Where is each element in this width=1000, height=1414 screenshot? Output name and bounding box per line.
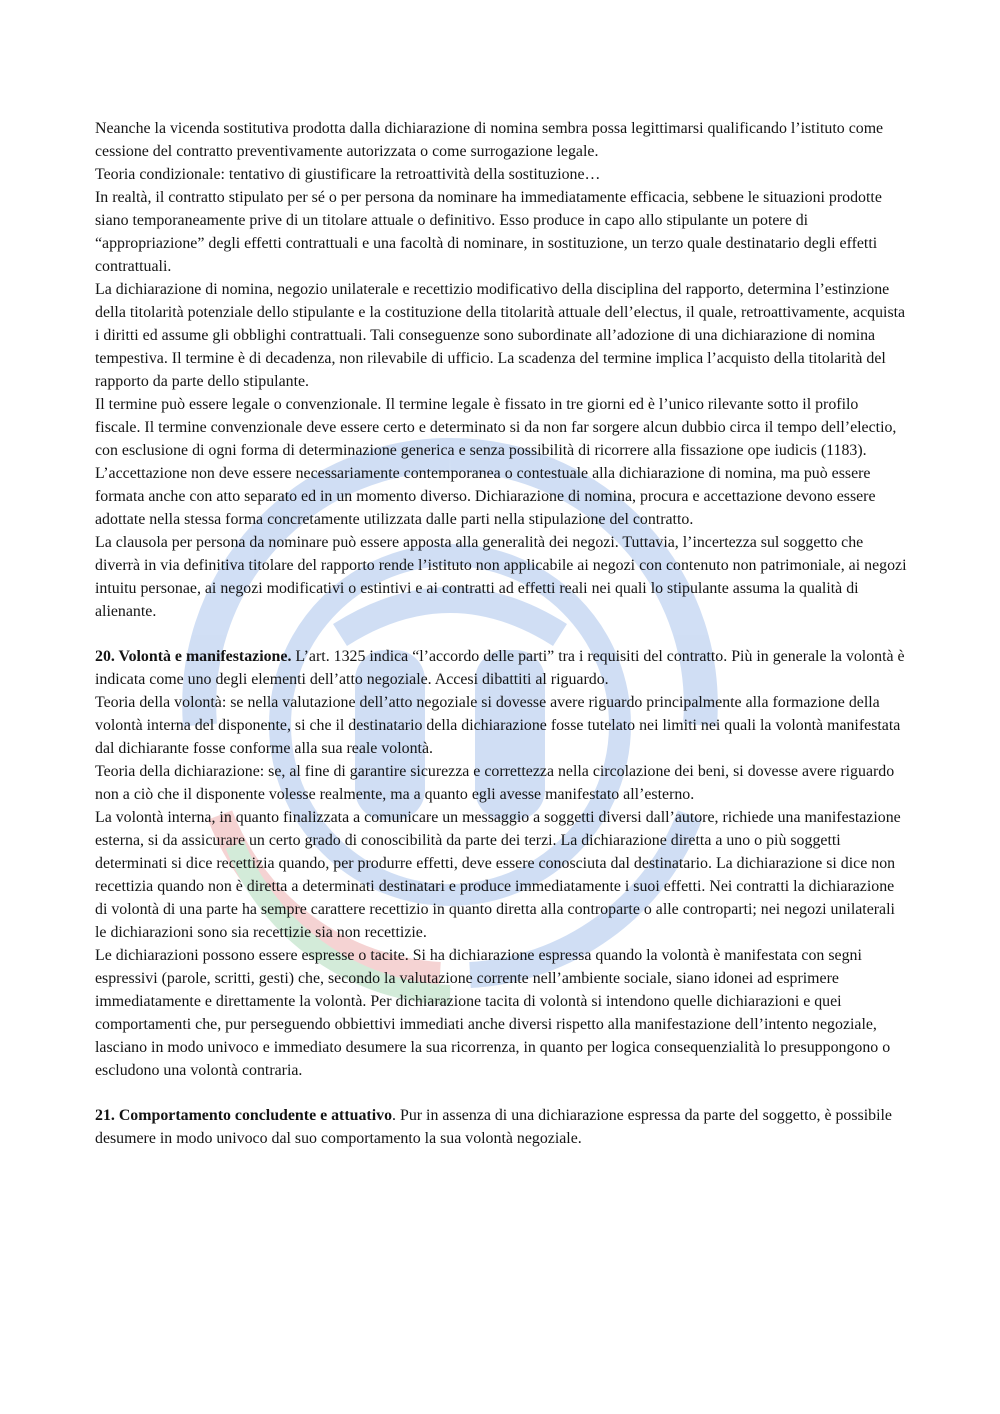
paragraph: Le dichiarazioni possono essere espresse o tacite. Si ha dichiarazione espressa quando la volontà è manifestata con segni espressivi (parole, scritti, gesti) che, secondo la valutazione corrente nell’ambiente sociale, siano idonei ad esprimere immediatamente e direttamente la volontà. Per dichiarazione tacita di volontà si intendono quelle dichiarazioni e quei comportamenti che, pur perseguendo obbiettivi immediati anche diversi rispetto alla manifestazione dell’intento negoziale, lasciano in modo univoco e immediato desumere la sua ricorrenza, in quanto per logica consequenzialità lo presuppongono o escludono una volontà contraria. — [95, 947, 891, 1079]
section-20-intro — [95, 645, 907, 691]
paragraph: La clausola per persona da nominare può essere apposta alla generalità dei negozi. Tuttavia, l’incertezza sul soggetto che diverrà in via definitiva titolare del rapporto rende l’istituto non applicabile ai negozi con contenuto non patrimoniale, ai negozi intuitu personae, ai negozi modificativi o estintivi e ai contratti ad effetti reali nei quali lo stipulante assuma la qualità di alienante. — [95, 534, 907, 620]
paragraph: In realtà, il contratto stipulato per sé o per persona da nominare ha immediatamente efficacia, sebbene le situazioni prodotte siano temporaneamente prive di un titolare attuale o definitivo. Esso produce in capo allo stipulante un potere di “appropriazione” degli effetti contrattuali e una facoltà di nominare, in sostituzione, un terzo quale destinatario degli effetti contrattuali. — [95, 189, 882, 275]
section-21-intro-text: . Pur in assenza di una dichiarazione espressa da parte del soggetto, è possibile desumere in modo univoco dal suo comportamento la sua volontà negoziale. — [95, 1107, 892, 1147]
section-21-intro — [95, 1104, 907, 1150]
section-21-heading: 21. Comportamento concludente e attuativo — [95, 1107, 393, 1124]
paragraph: La volontà interna, in quanto finalizzata a comunicare un messaggio a soggetti diversi dall’autore, richiede una manifestazione esterna, si da assicurare un certo grado di conoscibilità da parte dei terzi. La dichiarazione diretta a uno o più soggetti determinati si dice recettizia quando, per produrre effetti, deve essere conosciuta dal destinatario. La dichiarazione si dice non recettizia quando non è diretta a determinati destinatari e produce immediatamente i suoi effetti. Nei contratti la dichiarazione di volontà di una parte ha sempre carattere recettizio in quanto diretta alla controparte o alle controparti; nei negozi unilaterali le dichiarazioni sono sia recettizie sia non recettizie. — [95, 809, 901, 941]
section-20-intro-text: L’art. 1325 indica “l’accordo delle parti” tra i requisiti del contratto. Più in generale la volontà è indicata come uno degli elementi dell’atto negoziale. Accesi dibattiti al riguardo. — [95, 648, 905, 688]
document-page — [95, 117, 907, 1150]
section-20-heading: 20. Volontà e manifestazione. — [95, 648, 292, 665]
paragraph: La dichiarazione di nomina, negozio unilaterale e recettizio modificativo della disciplina del rapporto, determina l’estinzione della titolarità potenziale dello stipulante e la costituzione della titolarità attuale dell’electus, il quale, retroattivamente, acquista i diritti ed assume gli obblighi contrattuali. Tali conseguenze sono subordinate all’adozione di una dichiarazione di nomina tempestiva. Il termine è di decadenza, non rilevabile di ufficio. La scadenza del termine implica l’acquisto della titolarità del rapporto da parte dello stipulante. — [95, 281, 906, 390]
section-gap — [95, 1082, 907, 1104]
section-gap — [95, 623, 907, 645]
paragraph: Teoria della volontà: se nella valutazione dell’atto negoziale si dovesse avere riguardo principalmente alla formazione della volontà interna del disponente, si che il destinatario della dichiarazione fosse tutelato nei limiti nei quali la volontà manifestata dal dichiarante fosse conforme alla sua reale volontà. — [95, 694, 901, 757]
paragraph: Teoria della dichiarazione: se, al fine di garantire sicurezza e correttezza nella circolazione dei beni, si dovesse avere riguardo non a ciò che il disponente volesse realmente, ma a quanto egli avesse manifestato all’esterno. — [95, 763, 895, 803]
paragraph: Teoria condizionale: tentativo di giustificare la retroattività della sostituzione… — [95, 166, 601, 183]
paragraph: Neanche la vicenda sostitutiva prodotta dalla dichiarazione di nomina sembra possa legittimarsi qualificando l’istituto come cessione del contratto preventivamente autorizzata o come surrogazione legale. — [95, 120, 884, 160]
paragraph: Il termine può essere legale o convenzionale. Il termine legale è fissato in tre giorni ed è l’unico rilevante sotto il profilo fiscale. Il termine convenzionale deve essere certo e determinato si da non far sorgere alcun dubbio circa il tempo dell’electio, con esclusione di ogni forma di determinazione generica e senza possibilità di ricorrere alla fissazione ope iudicis (1183). — [95, 396, 897, 459]
paragraph: L’accettazione non deve essere necessariamente contemporanea o contestuale alla dichiarazione di nomina, ma può essere formata anche con atto separato ed in un momento diverso. Dichiarazione di nomina, procura e accettazione devono essere adottate nella stessa forma concretamente utilizzata dalle parti nella stipulazione del contratto. — [95, 465, 876, 528]
